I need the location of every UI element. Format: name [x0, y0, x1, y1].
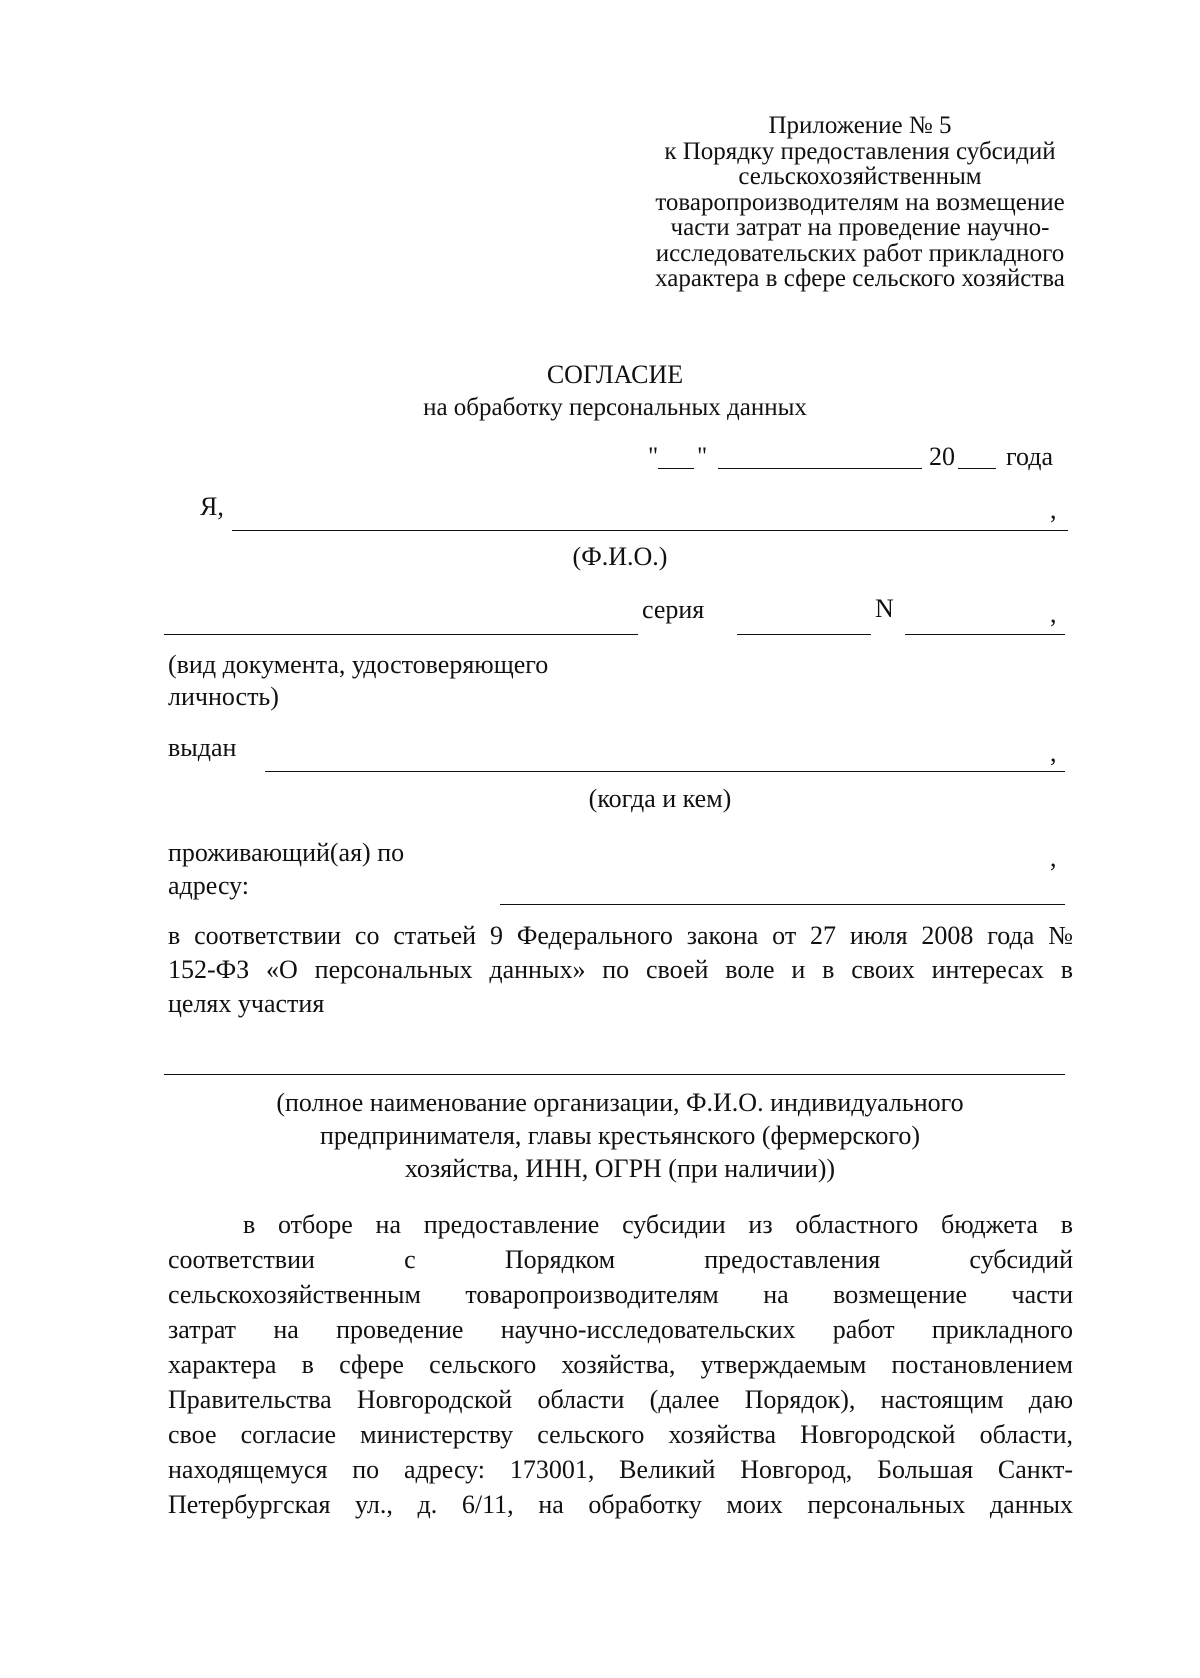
- month-field[interactable]: [718, 468, 922, 469]
- main-paragraph-line: Петербургская ул., д. 6/11, на обработку моих персональных данных: [168, 1490, 1073, 1519]
- law-paragraph-line: 152-ФЗ «О персональных данных» по своей воле и в своих интересах в: [168, 955, 1073, 984]
- law-paragraph-line: в соответствии со статьей 9 Федерального закона от 27 июля 2008 года №: [168, 921, 1073, 950]
- document-title: СОГЛАСИЕ: [546, 360, 684, 389]
- appendix-line: товаропроизводителям на возмещение: [655, 188, 1065, 216]
- org-caption-line2: предпринимателя, главы крестьянского (фермерского): [319, 1121, 921, 1150]
- document-comma: ,: [1050, 599, 1057, 628]
- fio-label: Я,: [200, 492, 224, 521]
- number-field[interactable]: [905, 634, 1065, 635]
- day-field[interactable]: [658, 468, 694, 469]
- appendix-line: части затрат на проведение научно-: [670, 214, 1050, 241]
- appendix-line: характера в сфере сельского хозяйства: [655, 265, 1065, 292]
- main-paragraph-line: свое согласие министерству сельского хозяйства Новгородской области,: [168, 1420, 1073, 1449]
- address-field[interactable]: [500, 904, 1065, 905]
- fio-field[interactable]: [232, 530, 1068, 531]
- address-comma: ,: [1050, 843, 1057, 872]
- law-paragraph-line: целях участия: [168, 989, 325, 1018]
- year-field[interactable]: [958, 468, 996, 469]
- fio-comma: ,: [1050, 495, 1057, 524]
- main-paragraph-line: соответствии с Порядком предоставления субсидий: [168, 1245, 1073, 1274]
- address-label-line1: проживающий(ая) по: [168, 838, 405, 867]
- issued-field[interactable]: [265, 771, 1065, 772]
- main-paragraph-line: в отборе на предоставление субсидии из областного бюджета в: [243, 1210, 1073, 1239]
- main-paragraph-line: затрат на проведение научно-исследовательских работ прикладного: [168, 1315, 1073, 1344]
- appendix-line: Приложение № 5: [768, 112, 952, 139]
- org-caption-line1: (полное наименование организации, Ф.И.О. индивидуального: [276, 1088, 964, 1117]
- series-field[interactable]: [737, 634, 871, 635]
- main-paragraph-line: находящемуся по адресу: 173001, Великий Новгород, Большая Санкт-: [168, 1455, 1073, 1484]
- year-suffix: года: [1006, 442, 1054, 471]
- document-subtitle: на обработку персональных данных: [423, 394, 807, 421]
- issued-caption: (когда и кем): [588, 784, 732, 813]
- document-caption-line2: личность): [168, 682, 279, 711]
- organization-field[interactable]: [164, 1074, 1065, 1075]
- fio-caption: (Ф.И.О.): [572, 542, 668, 571]
- appendix-line: сельскохозяйственным: [738, 163, 982, 190]
- date-quote-open: ": [648, 443, 659, 470]
- address-label-line2: адресу:: [168, 871, 250, 900]
- issued-comma: ,: [1050, 738, 1057, 767]
- issued-label: выдан: [168, 733, 237, 762]
- series-label: серия: [642, 595, 705, 624]
- appendix-line: исследовательских работ прикладного: [655, 239, 1065, 267]
- main-paragraph-line: Правительства Новгородской области (далее Порядок), настоящим даю: [168, 1385, 1073, 1414]
- appendix-line: к Порядку предоставления субсидий: [664, 137, 1056, 165]
- main-paragraph-line: характера в сфере сельского хозяйства, утверждаемым постановлением: [168, 1350, 1073, 1379]
- number-label: N: [875, 594, 894, 623]
- main-paragraph-line: сельскохозяйственным товаропроизводителям на возмещение части: [168, 1280, 1073, 1309]
- appendix-header: [620, 113, 1100, 292]
- document-type-field[interactable]: [164, 634, 638, 635]
- org-caption-line3: хозяйства, ИНН, ОГРН (при наличии)): [404, 1154, 836, 1183]
- year-prefix: 20: [929, 442, 955, 471]
- date-quote-close: ": [697, 443, 708, 470]
- document-caption-line1: (вид документа, удостоверяющего: [168, 650, 549, 679]
